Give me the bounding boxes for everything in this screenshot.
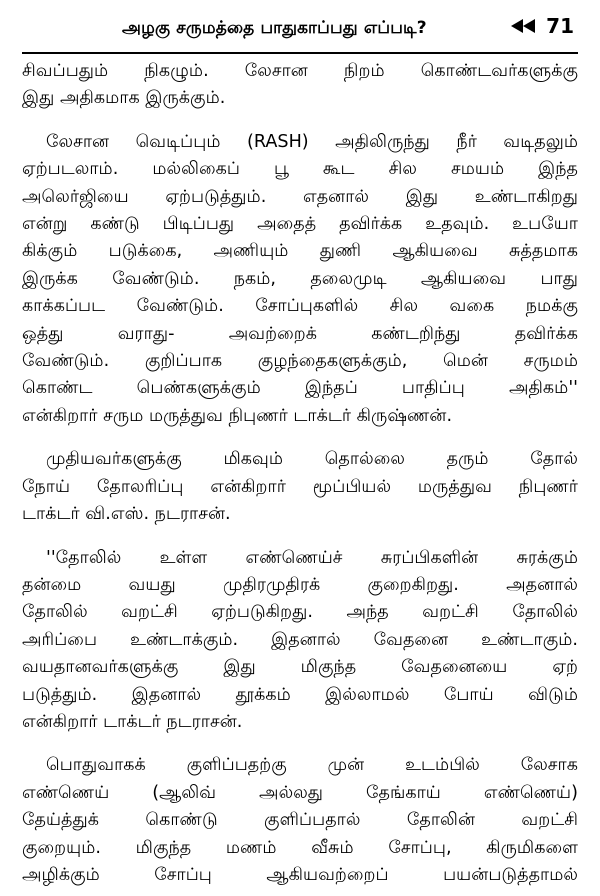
text-line: கிக்கும் படுக்கை, அணியும் துணி ஆகியவை சுத்தமாக (22, 241, 578, 262)
text-line: அரிப்பை உண்டாக்கும். இதனால் வேதனை உண்டாகும். (22, 629, 578, 650)
text-line: காக்கப்பட வேண்டும். சோப்புகளில் சில வகை நமக்கு (22, 296, 578, 317)
text-line: நோய் தோலரிப்பு என்கிறார் மூப்பியல் மருத்துவ நிபுணர் (22, 476, 578, 497)
running-title: அழகு சருமத்தை பாதுகாப்பது எப்படி? (122, 18, 427, 38)
text-line: எண்ணெய் (ஆலிவ் அல்லது தேங்காய் எண்ணெய்) (22, 782, 578, 803)
text-line: குறையும். மிகுந்த மணம் வீசும் சோப்பு, கிருமிகளை (22, 837, 578, 858)
text-line: முதியவர்களுக்கு மிகவும் தொல்லை தரும் தோல் (46, 449, 578, 470)
page-body (22, 58, 578, 889)
text-line: வேண்டும். குறிப்பாக குழந்தைகளுக்கும், மென் சருமம் (22, 351, 578, 372)
text-line: அலெர்ஜியை ஏற்படுத்தும். எதனால் இது உண்டாகிறது (22, 186, 578, 207)
text-line: தோலில் வறட்சி ஏற்படுகிறது. அந்த வறட்சி தோலில் (22, 602, 578, 623)
text-line: தன்மை வயது முதிரமுதிரக் குறைகிறது. அதனால் (22, 574, 578, 595)
paragraph-4 (22, 545, 578, 737)
text-line: வயதானவர்களுக்கு இது மிகுந்த வேதனையை ஏற் (22, 657, 578, 678)
double-arrow-left-icon (510, 18, 536, 34)
text-line: இருக்க வேண்டும். நகம், தலைமுடி ஆகியவை பாது (22, 268, 578, 289)
paragraph-1 (22, 58, 578, 113)
text-line: சிவப்பதும் நிகழும். லேசான நிறம் கொண்டவர்களுக்கு (22, 61, 578, 81)
paragraph-5 (22, 752, 578, 889)
page-number: 71 (546, 14, 574, 38)
text-line: படுத்தும். இதனால் தூக்கம் இல்லாமல் போய் விடும் (22, 684, 578, 705)
text-line: என்று கண்டு பிடிப்பது அதைத் தவிர்க்க உதவும். உபயோ (22, 214, 578, 235)
page-header (22, 0, 578, 54)
text-line: லேசான வெடிப்பும் (RASH) அதிலிருந்து நீர் வடிதலும் (46, 131, 578, 152)
text-line: ஏற்படலாம். மல்லிகைப் பூ கூட சில சமயம் இந்த (22, 159, 578, 180)
text-line: தேய்த்துக் கொண்டு குளிப்பதால் தோலின் வறட்சி (22, 810, 578, 831)
text-line: ''தோலில் உள்ள எண்ணெய்ச் சுரப்பிகளின் சுரக்கும் (46, 547, 578, 568)
paragraph-3 (22, 446, 578, 528)
text-line: என்கிறார் டாக்டர் நடராசன். (22, 711, 243, 732)
text-line: டாக்டர் வி.எஸ். நடராசன். (22, 504, 231, 525)
text-line: பொதுவாகக் குளிப்பதற்கு முன் உடம்பில் லேசாக (46, 755, 578, 776)
text-line: என்கிறார் சரும மருத்துவ நிபுணர் டாக்டர் கிருஷ்ணன். (22, 405, 453, 426)
header-right (510, 14, 574, 38)
text-line: இது அதிகமாக இருக்கும். (22, 88, 226, 109)
text-line: கொண்ட பெண்களுக்கும் இந்தப் பாதிப்பு அதிகம்'' (22, 378, 578, 399)
paragraph-2 (22, 129, 578, 430)
text-line: அழிக்கும் சோப்பு ஆகியவற்றைப் பயன்படுத்தாமல் (22, 864, 578, 885)
text-line: ஒத்து வராது- அவற்றைக் கண்டறிந்து தவிர்க்க (22, 323, 578, 344)
